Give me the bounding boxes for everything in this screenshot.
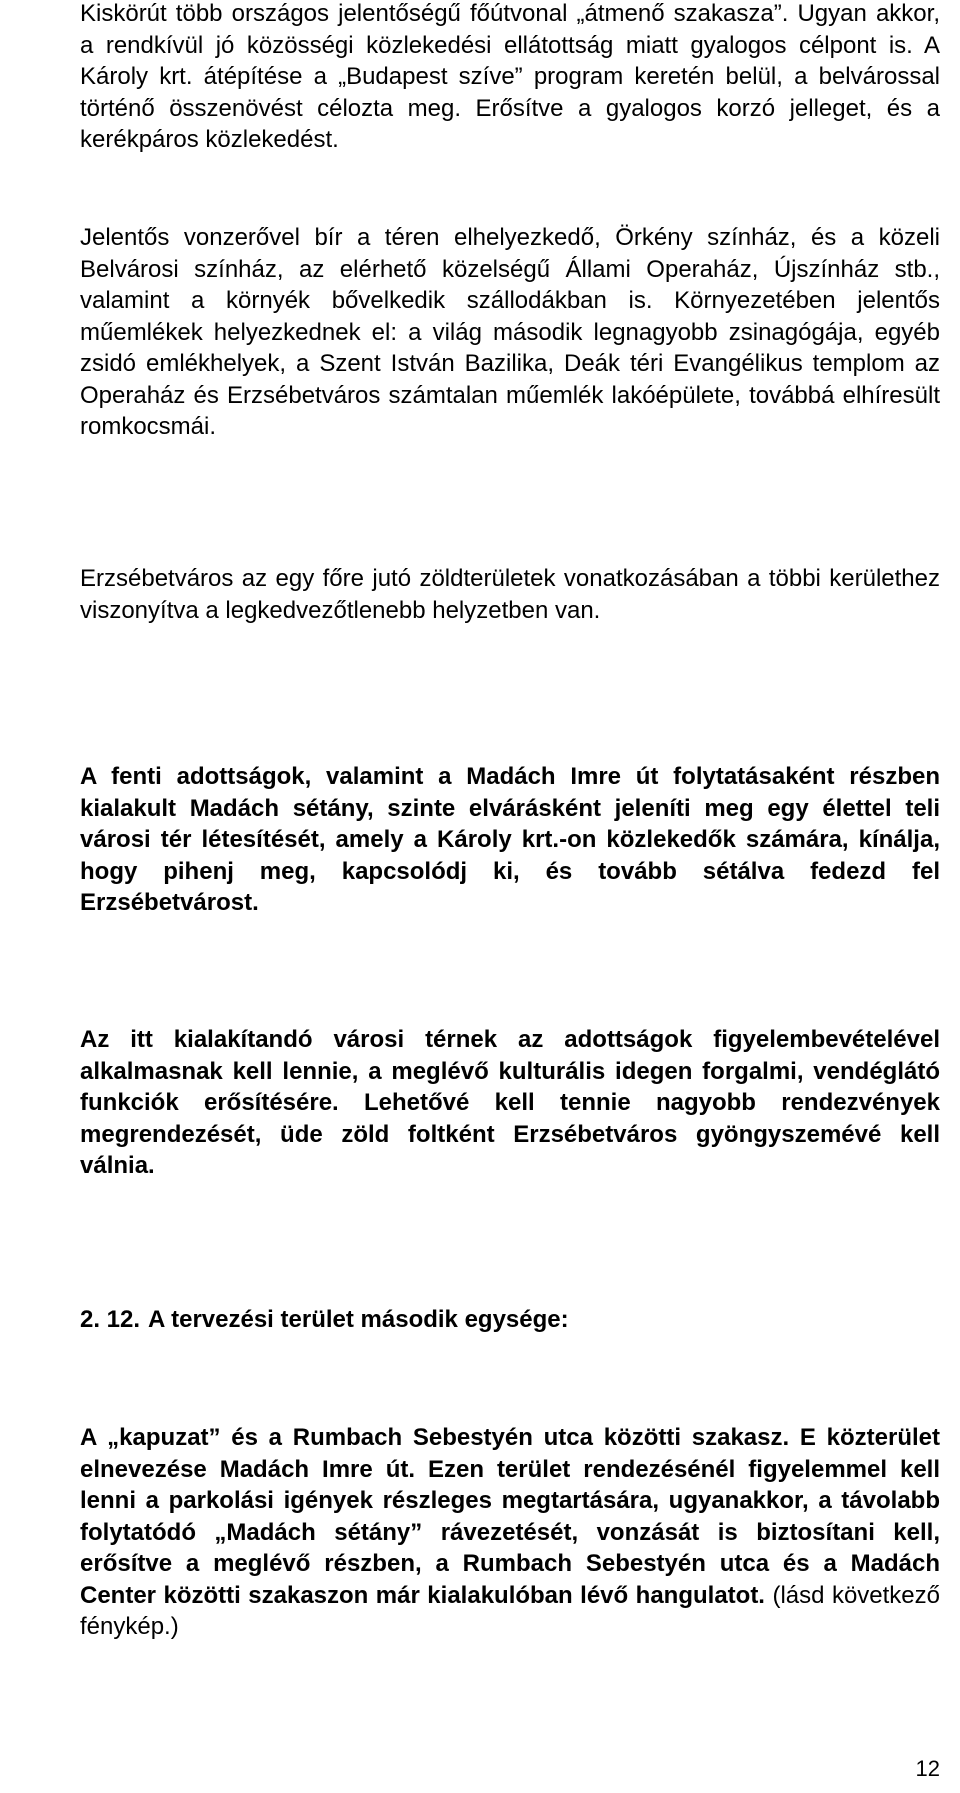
paragraph-green-areas: Erzsébetváros az egy főre jutó zöldterületek vonatkozásában a többi kerülethez viszonyítva a legkedvezőtlenebb helyzetben van.	[80, 565, 940, 624]
paragraph-second-unit	[80, 1422, 940, 1643]
paragraph-attractions: Jelentős vonzerővel bír a téren elhelyezkedő, Örkény színház, és a közeli Belvárosi színház, az elérhető közelségű Állami Operaház, Újszínház stb., valamint a környék bővelkedik szállodákban is. Környezetében jelentős műemlékek helyezkednek el: a világ második legnagyobb zsinagógája, egyéb zsidó emlékhelyek, a Szent István Bazilika, Deák téri Evangélikus templom az Operaház és Erzsébetváros számtalan műemlék lakóépülete, továbbá elhíresült romkocsmái.	[80, 224, 940, 440]
section-number: 2. 12.	[80, 1306, 141, 1333]
page-number: 12	[915, 1756, 940, 1781]
section-heading	[80, 1304, 569, 1336]
paragraph-second-unit-reference: (lásd következő fénykép.)	[80, 1581, 941, 1640]
section-title: A tervezési terület második egysége:	[148, 1306, 569, 1333]
paragraph-madach-promenade: A fenti adottságok, valamint a Madách Imre út folytatásaként részben kialakult Madách sétány, szinte elvárásként jeleníti meg egy élettel teli városi tér létesítését, amely a Károly krt.-on közlekedők számára, kínálja, hogy pihenj meg, kapcsolódj ki, és tovább sétálva fedezd fel Erzsébetvárost.	[80, 763, 940, 916]
paragraph-karoly-korut: Kiskörút több országos jelentőségű főútvonal „átmenő szakasza”. Ugyan akkor, a rendkívül jó közösségi közlekedési ellátottság miatt gyalogos célpont is. A Károly krt. átépítése a „Budapest szíve” program keretén belül, a belvárossal történő összenövést célozta meg. Erősítve a gyalogos korzó jelleget, és a kerékpáros közlekedést.	[80, 0, 940, 153]
paragraph-second-unit-bold: A „kapuzat” és a Rumbach Sebestyén utca közötti szakasz. E közterület elnevezése Madách Imre út. Ezen terület rendezésénél figyelemmel kell lenni a parkolási igények részleges megtartására, ugyanakkor, a távolabb folytatódó „Madách sétány” rávezetését, vonzását is biztosítani kell, erősítve a meglévő részben, a Rumbach Sebestyén utca és a Madách Center közötti szakaszon már kialakulóban lévő hangulatot.	[80, 1424, 940, 1609]
paragraph-urban-square-goals: Az itt kialakítandó városi térnek az adottságok figyelembevételével alkalmasnak kell lennie, a meglévő kulturális idegen forgalmi, vendéglátó funkciók erősítésére. Lehetővé kell tennie nagyobb rendezvények megrendezését, üde zöld foltként Erzsébetváros gyöngyszemévé kell válnia.	[80, 1026, 940, 1179]
